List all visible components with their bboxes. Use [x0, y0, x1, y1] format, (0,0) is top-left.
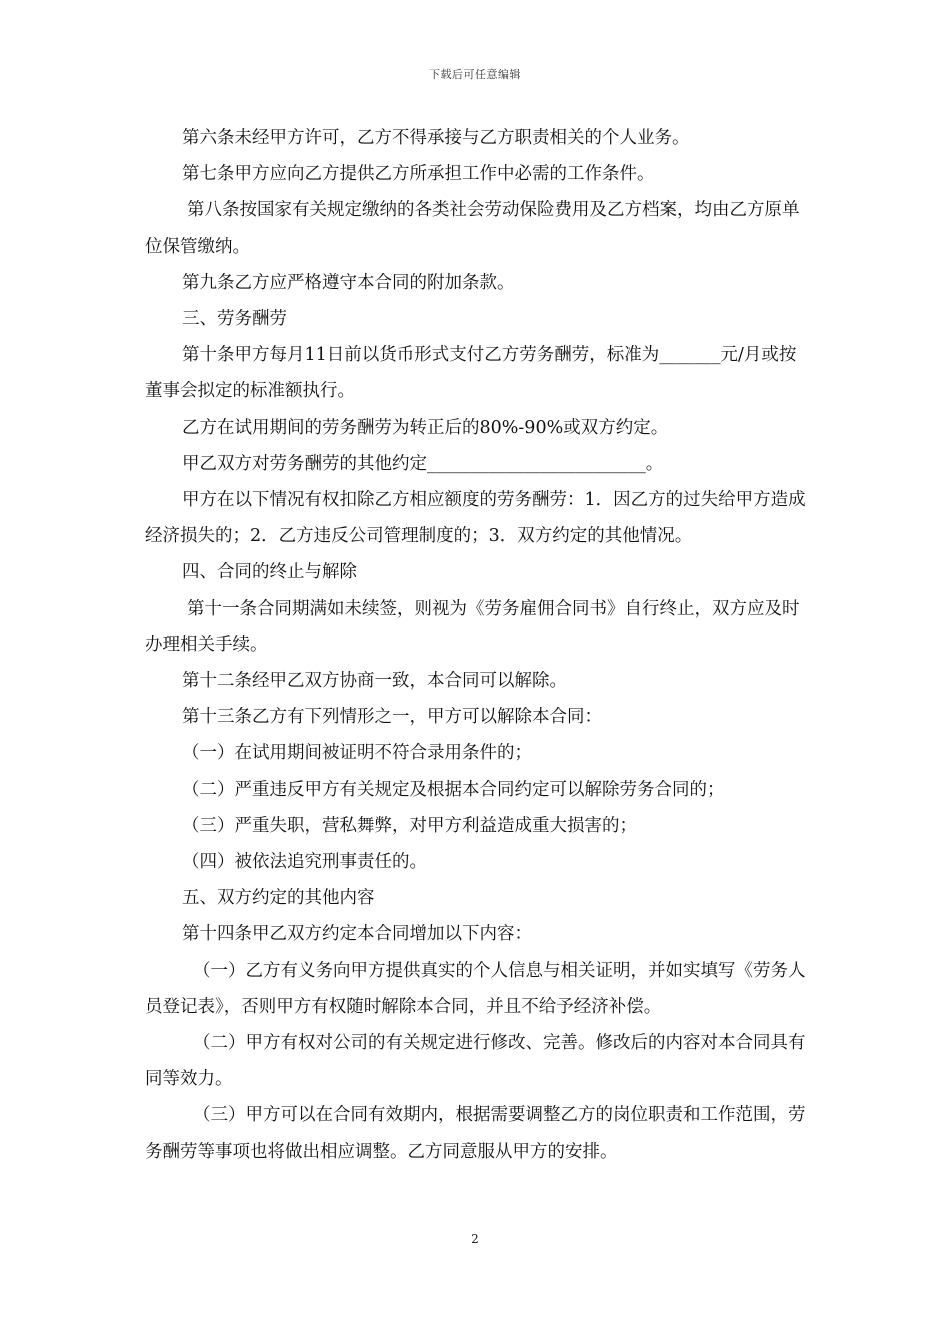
section-heading-5: 五、双方约定的其他内容 [182, 888, 375, 909]
section-heading-3: 三、劳务酬劳 [182, 309, 287, 330]
clause-12: 第十二条经甲乙双方协商一致，本合同可以解除。 [182, 671, 567, 692]
page-number: 2 [471, 1232, 479, 1246]
clause-13-item-1: （一）在试用期间被证明不符合录用条件的； [182, 743, 532, 764]
clause-11: 第十一条合同期满如未续签，则视为《劳务雇佣合同书》自行终止，双方应及时办理相关手续。 [145, 598, 800, 655]
clause-13-item-3: （三）严重失职，营私舞弊，对甲方利益造成重大损害的； [182, 815, 637, 836]
section-heading-4: 四、合同的终止与解除 [182, 562, 357, 583]
clause-13: 第十三条乙方有下列情形之一，甲方可以解除本合同： [182, 707, 602, 728]
page-header: 下载后可任意编辑 [429, 68, 521, 81]
probation-pay-paragraph: 乙方在试用期间的劳务酬劳为转正后的80%-90%或双方约定。 [182, 417, 669, 438]
clause-7: 第七条甲方应向乙方提供乙方所承担工作中必需的工作条件。 [182, 164, 655, 185]
clause-14-item-1: （一）乙方有义务向甲方提供真实的个人信息与相关证明，并如实填写《劳务人员登记表》，否则甲方有权随时解除本合同，并且不给予经济补偿。 [145, 960, 806, 1017]
other-pay-agreement-paragraph: 甲乙双方对劳务酬劳的其他约定_________________________。 [182, 453, 664, 474]
clause-6: 第六条未经甲方许可，乙方不得承接与乙方职责相关的个人业务。 [182, 128, 690, 148]
clause-14-item-3: （三）甲方可以在合同有效期内，根据需要调整乙方的岗位职责和工作范围，劳务酬劳等事项也将做出相应调整。乙方同意服从甲方的安排。 [145, 1105, 806, 1162]
document-body [145, 120, 810, 1170]
clause-8: 第八条按国家有关规定缴纳的各类社会劳动保险费用及乙方档案，均由乙方原单位保管缴纳。 [145, 200, 800, 257]
clause-14-item-2: （二）甲方有权对公司的有关规定进行修改、完善。修改后的内容对本合同具有同等效力。 [145, 1033, 806, 1090]
clause-14: 第十四条甲乙双方约定本合同增加以下内容： [182, 924, 532, 945]
clause-10: 第十条甲方每月11日前以货币形式支付乙方劳务酬劳，标准为_______元/月或按董事会拟定的标准额执行。 [145, 345, 797, 402]
clause-9: 第九条乙方应严格遵守本合同的附加条款。 [182, 272, 515, 293]
clause-13-item-2: （二）严重违反甲方有关规定及根据本合同约定可以解除劳务合同的； [182, 779, 725, 800]
clause-13-item-4: （四）被依法追究刑事责任的。 [182, 852, 427, 873]
pay-deduction-paragraph: 甲方在以下情况有权扣除乙方相应额度的劳务酬劳：1．因乙方的过失给甲方造成经济损失的；2．乙方违反公司管理制度的；3．双方约定的其他情况。 [145, 490, 806, 547]
